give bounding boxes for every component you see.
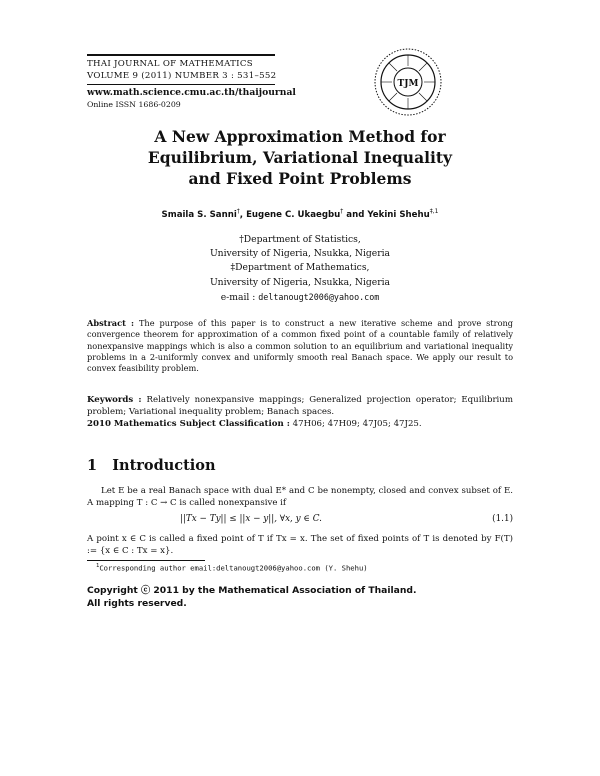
author-separator-2: and xyxy=(343,209,368,220)
footnote xyxy=(96,563,368,572)
footnote-mark: 1 xyxy=(96,563,100,569)
copyright-line-2: All rights reserved. xyxy=(87,598,187,609)
journal-volume: VOLUME 9 (2011) NUMBER 3 : 531–552 xyxy=(87,71,277,81)
affiliation-line: ‡Department of Mathematics, xyxy=(230,262,370,274)
abstract-label: Abstract : xyxy=(87,318,135,328)
author-1: Smaila S. Sanni xyxy=(161,209,237,220)
author-list xyxy=(60,208,540,220)
author-2-mark: † xyxy=(340,208,344,215)
msc-classification xyxy=(87,419,513,430)
header-rule-bottom xyxy=(87,84,275,85)
intro-paragraph-1: Let E be a real Banach space with dual E* and C be nonempty, closed and convex subset of E. A mapping T : C → C is called nonexpansive if xyxy=(87,486,513,509)
journal-name: THAI JOURNAL OF MATHEMATICS xyxy=(87,59,253,69)
keywords-label: Keywords : xyxy=(87,395,142,405)
copyright-line-1: Copyright ⓒ 2011 by the Mathematical Association of Thailand. xyxy=(87,585,417,596)
paper-title xyxy=(60,126,540,189)
section-number: 1 xyxy=(87,457,98,474)
affiliation-line: University of Nigeria, Nsukka, Nigeria xyxy=(209,248,391,260)
email-label: e-mail : xyxy=(220,291,259,303)
seal-text: TJM xyxy=(397,79,419,89)
email-line xyxy=(120,290,480,305)
title-line-2: Equilibrium, Variational Inequality xyxy=(147,148,453,167)
msc-label: 2010 Mathematics Subject Classification : xyxy=(87,419,290,429)
title-line-1: A New Approximation Method for xyxy=(154,127,446,146)
footnote-rule xyxy=(87,560,205,561)
header-rule-top xyxy=(87,54,275,56)
equation-number: (1.1) xyxy=(492,514,513,524)
author-separator-1: , xyxy=(239,209,247,220)
email-address[interactable]: deltanougt2006@yahoo.com xyxy=(258,291,380,302)
equation-1-1: ||Tx − Ty|| ≤ ||x − y||, ∀x, y ∈ C. xyxy=(180,514,322,524)
author-2: Eugene C. Ukaegbu xyxy=(246,209,341,220)
affiliation-line: †Department of Statistics, xyxy=(239,234,361,245)
journal-issn: Online ISSN 1686-0209 xyxy=(87,100,181,109)
section-heading xyxy=(87,457,216,474)
affiliation-line: University of Nigeria, Nsukka, Nigeria xyxy=(209,276,391,288)
keywords-text: Relatively nonexpansive mappings; Generalized projection operator; Equilibrium problem; Variational inequality problem; Banach spaces. xyxy=(87,395,513,417)
author-3-mark: ‡,1 xyxy=(429,208,439,215)
journal-url[interactable]: www.math.science.cmu.ac.th/thaijournal xyxy=(87,87,296,98)
keywords xyxy=(87,395,513,418)
author-3: Yekini Shehu xyxy=(367,209,430,220)
abstract xyxy=(87,318,513,374)
title-line-3: and Fixed Point Problems xyxy=(188,169,412,188)
journal-seal-icon xyxy=(372,46,444,118)
affiliations xyxy=(120,233,480,305)
copyright xyxy=(87,584,513,610)
msc-text: 47H06; 47H09; 47J05; 47J25. xyxy=(292,419,422,429)
author-1-mark: † xyxy=(236,208,240,215)
footnote-text: Corresponding author email:deltanougt2006@yahoo.com (Y. Shehu) xyxy=(99,563,368,573)
abstract-text: The purpose of this paper is to construct a new iterative scheme and prove strong convergence theorem for approximation of a common fixed point of a countable family of relatively nonexpansive mappings which is also a common solution to an equilibrium and variational inequality problems in a 2-uniformly convex and uniformly smooth real Banach space. We apply our result to convex feasibility problem. xyxy=(87,318,514,374)
intro-paragraph-2: A point x ∈ C is called a fixed point of T if Tx = x. The set of fixed points of T is denoted by F(T) := {x ∈ C : Tx = x}. xyxy=(87,534,513,557)
section-title: Introduction xyxy=(112,457,216,474)
